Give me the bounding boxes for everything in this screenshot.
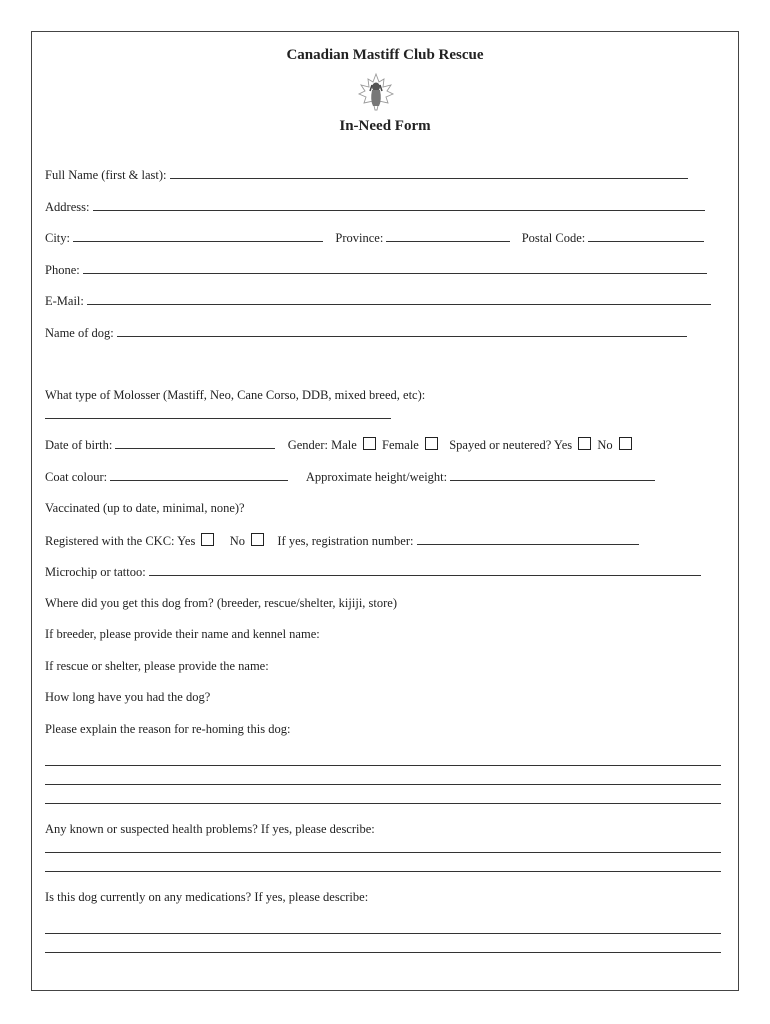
full-name-label: Full Name (first & last): bbox=[45, 168, 167, 182]
email-row bbox=[45, 293, 711, 308]
spayed-no-label: No bbox=[597, 438, 613, 452]
city-label: City: bbox=[45, 231, 71, 245]
province-field[interactable] bbox=[386, 230, 510, 242]
ckc-row bbox=[45, 533, 639, 548]
microchip-label: Microchip or tattoo: bbox=[45, 565, 146, 579]
how-long-row bbox=[45, 690, 210, 704]
spayed-yes-label: Spayed or neutered? Yes bbox=[449, 438, 573, 452]
address-field[interactable] bbox=[93, 199, 705, 211]
reason-row bbox=[45, 722, 290, 736]
postal-code-label: Postal Code: bbox=[521, 231, 586, 245]
form-title: In-Need Form bbox=[339, 118, 431, 134]
ckc-no-label: No bbox=[229, 534, 246, 548]
health-line-2[interactable] bbox=[45, 871, 721, 872]
molosser-type-label: What type of Molosser (Mastiff, Neo, Cane Corso, DDB, mixed breed, etc): bbox=[45, 388, 426, 402]
coat-label: Coat colour: bbox=[45, 470, 108, 484]
city-field[interactable] bbox=[73, 230, 323, 242]
coat-field[interactable] bbox=[110, 469, 288, 481]
origin-label: Where did you get this dog from? (breeder, rescue/shelter, kijiji, store) bbox=[45, 596, 398, 610]
postal-code-field[interactable] bbox=[588, 230, 704, 242]
city-row bbox=[45, 230, 704, 245]
medications-row bbox=[45, 890, 368, 904]
medications-label: Is this dog currently on any medications? If yes, please describe: bbox=[45, 890, 369, 904]
microchip-row bbox=[45, 564, 701, 579]
dog-name-field[interactable] bbox=[117, 325, 687, 337]
ckc-no-checkbox[interactable] bbox=[251, 533, 264, 546]
ckc-yes-checkbox[interactable] bbox=[201, 533, 214, 546]
health-row bbox=[45, 822, 375, 836]
reason-line-2[interactable] bbox=[45, 784, 721, 785]
health-line-1[interactable] bbox=[45, 852, 721, 853]
medications-line-1[interactable] bbox=[45, 933, 721, 934]
ckc-yes-label: Registered with the CKC: Yes bbox=[45, 534, 196, 548]
registration-number-label: If yes, registration number: bbox=[277, 534, 414, 548]
registration-number-field[interactable] bbox=[417, 533, 639, 545]
height-weight-field[interactable] bbox=[450, 469, 655, 481]
medications-line-2[interactable] bbox=[45, 952, 721, 953]
gender-male-label: Gender: Male bbox=[287, 438, 357, 452]
rescue-row bbox=[45, 659, 269, 673]
how-long-label: How long have you had the dog? bbox=[45, 690, 211, 704]
vaccinated-row bbox=[45, 501, 245, 515]
full-name-row bbox=[45, 167, 688, 182]
phone-field[interactable] bbox=[83, 262, 707, 274]
health-label: Any known or suspected health problems? If yes, please describe: bbox=[45, 822, 375, 836]
reason-line-3[interactable] bbox=[45, 803, 721, 804]
breeder-label: If breeder, please provide their name and kennel name: bbox=[45, 627, 320, 641]
breeder-row bbox=[45, 627, 320, 641]
email-field[interactable] bbox=[87, 293, 711, 305]
dog-name-row bbox=[45, 325, 687, 340]
address-label: Address: bbox=[45, 200, 90, 214]
female-checkbox[interactable] bbox=[425, 437, 438, 450]
height-weight-label: Approximate height/weight: bbox=[305, 470, 448, 484]
dob-gender-row bbox=[45, 437, 635, 452]
male-checkbox[interactable] bbox=[363, 437, 376, 450]
phone-row bbox=[45, 262, 707, 277]
molosser-type-row bbox=[45, 388, 425, 402]
molosser-type-field[interactable] bbox=[45, 418, 391, 419]
rescue-label: If rescue or shelter, please provide the name: bbox=[45, 659, 269, 673]
vaccinated-label: Vaccinated (up to date, minimal, none)? bbox=[45, 501, 245, 515]
address-row bbox=[45, 199, 705, 214]
dob-field[interactable] bbox=[115, 437, 275, 449]
phone-label: Phone: bbox=[45, 263, 80, 277]
spayed-no-checkbox[interactable] bbox=[619, 437, 632, 450]
province-label: Province: bbox=[335, 231, 384, 245]
spayed-yes-checkbox[interactable] bbox=[578, 437, 591, 450]
reason-label: Please explain the reason for re-homing this dog: bbox=[45, 722, 291, 736]
org-title: Canadian Mastiff Club Rescue bbox=[286, 47, 484, 63]
female-label: Female bbox=[382, 438, 419, 452]
email-label: E-Mail: bbox=[45, 294, 84, 308]
dog-name-label: Name of dog: bbox=[45, 326, 114, 340]
maple-leaf-mastiff-logo-icon bbox=[356, 72, 396, 112]
coat-row bbox=[45, 469, 655, 484]
microchip-field[interactable] bbox=[149, 564, 701, 576]
dob-label: Date of birth: bbox=[45, 438, 113, 452]
full-name-field[interactable] bbox=[170, 167, 688, 179]
origin-row bbox=[45, 596, 397, 610]
reason-line-1[interactable] bbox=[45, 765, 721, 766]
